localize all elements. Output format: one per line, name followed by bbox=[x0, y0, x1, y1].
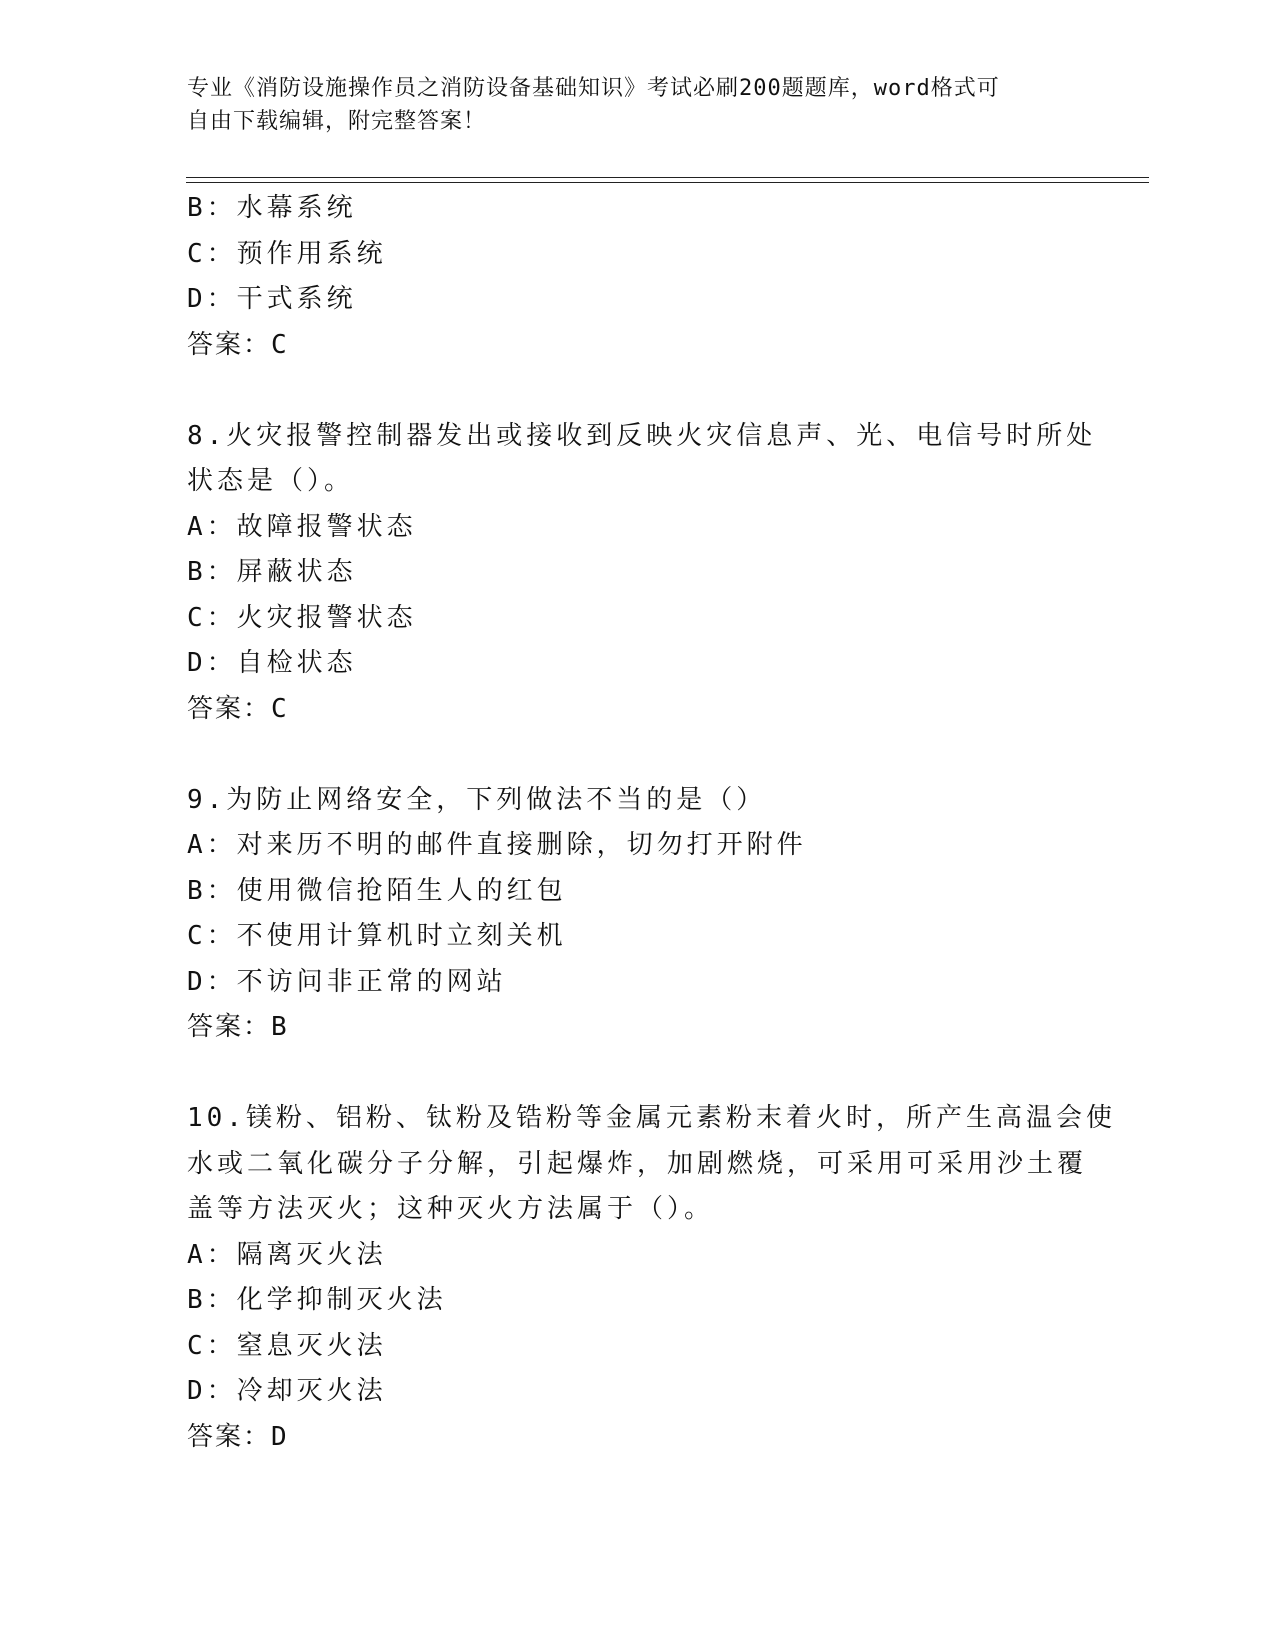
question-8 bbox=[187, 414, 1097, 733]
header-rule-bottom bbox=[186, 182, 1149, 183]
option-d: D：不访问非正常的网站 bbox=[187, 966, 507, 997]
question-10 bbox=[187, 1096, 1116, 1460]
option-c: C：窒息灭火法 bbox=[187, 1330, 387, 1361]
option-b: B：化学抑制灭火法 bbox=[187, 1285, 447, 1315]
carryover-block bbox=[187, 186, 1087, 368]
header-rule-top bbox=[186, 177, 1149, 178]
answer-line: 答案：C bbox=[187, 693, 289, 724]
option-a: A：隔离灭火法 bbox=[187, 1239, 387, 1270]
option-c: C：预作用系统 bbox=[187, 238, 387, 269]
header-line-1: 专业《消防设施操作员之消防设备基础知识》考试必刷200题题库，word格式可 bbox=[187, 76, 1000, 101]
answer-line: 答案：D bbox=[187, 1421, 289, 1452]
question-text-line: 10.镁粉、铝粉、钛粉及锆粉等金属元素粉末着火时，所产生高温会使 bbox=[187, 1103, 1116, 1133]
option-c: C：不使用计算机时立刻关机 bbox=[187, 921, 567, 951]
option-d: D：冷却灭火法 bbox=[187, 1376, 387, 1406]
option-a: A：故障报警状态 bbox=[187, 511, 417, 542]
question-text-line: 盖等方法灭火；这种灭火方法属于（）。 bbox=[187, 1194, 715, 1224]
option-b: B：屏蔽状态 bbox=[187, 557, 357, 587]
question-text-line: 9.为防止网络安全，下列做法不当的是（） bbox=[187, 784, 767, 815]
answer-line: 答案：C bbox=[187, 329, 289, 360]
question-text-line: 状态是（）。 bbox=[187, 466, 355, 496]
question-content bbox=[187, 186, 1116, 1460]
option-b: B：水幕系统 bbox=[187, 193, 357, 223]
option-b: B：使用微信抢陌生人的红包 bbox=[187, 875, 567, 906]
option-c: C：火灾报警状态 bbox=[187, 602, 417, 633]
spacer bbox=[187, 1051, 1087, 1097]
option-d: D：干式系统 bbox=[187, 284, 357, 314]
question-text-line: 水或二氧化碳分子分解，引起爆炸，加剧燃烧，可采用可采用沙土覆 bbox=[187, 1148, 1088, 1179]
header-line-2: 自由下载编辑，附完整答案！ bbox=[187, 109, 487, 134]
option-d: D：自检状态 bbox=[187, 648, 357, 678]
option-a: A：对来历不明的邮件直接删除，切勿打开附件 bbox=[187, 830, 807, 860]
document-header bbox=[187, 72, 1067, 138]
question-9 bbox=[187, 778, 1087, 1051]
spacer bbox=[187, 732, 1087, 778]
question-text-line: 8.火灾报警控制器发出或接收到反映火灾信息声、光、电信号时所处 bbox=[187, 420, 1097, 451]
answer-line: 答案：B bbox=[187, 1012, 289, 1042]
spacer bbox=[187, 368, 1087, 414]
